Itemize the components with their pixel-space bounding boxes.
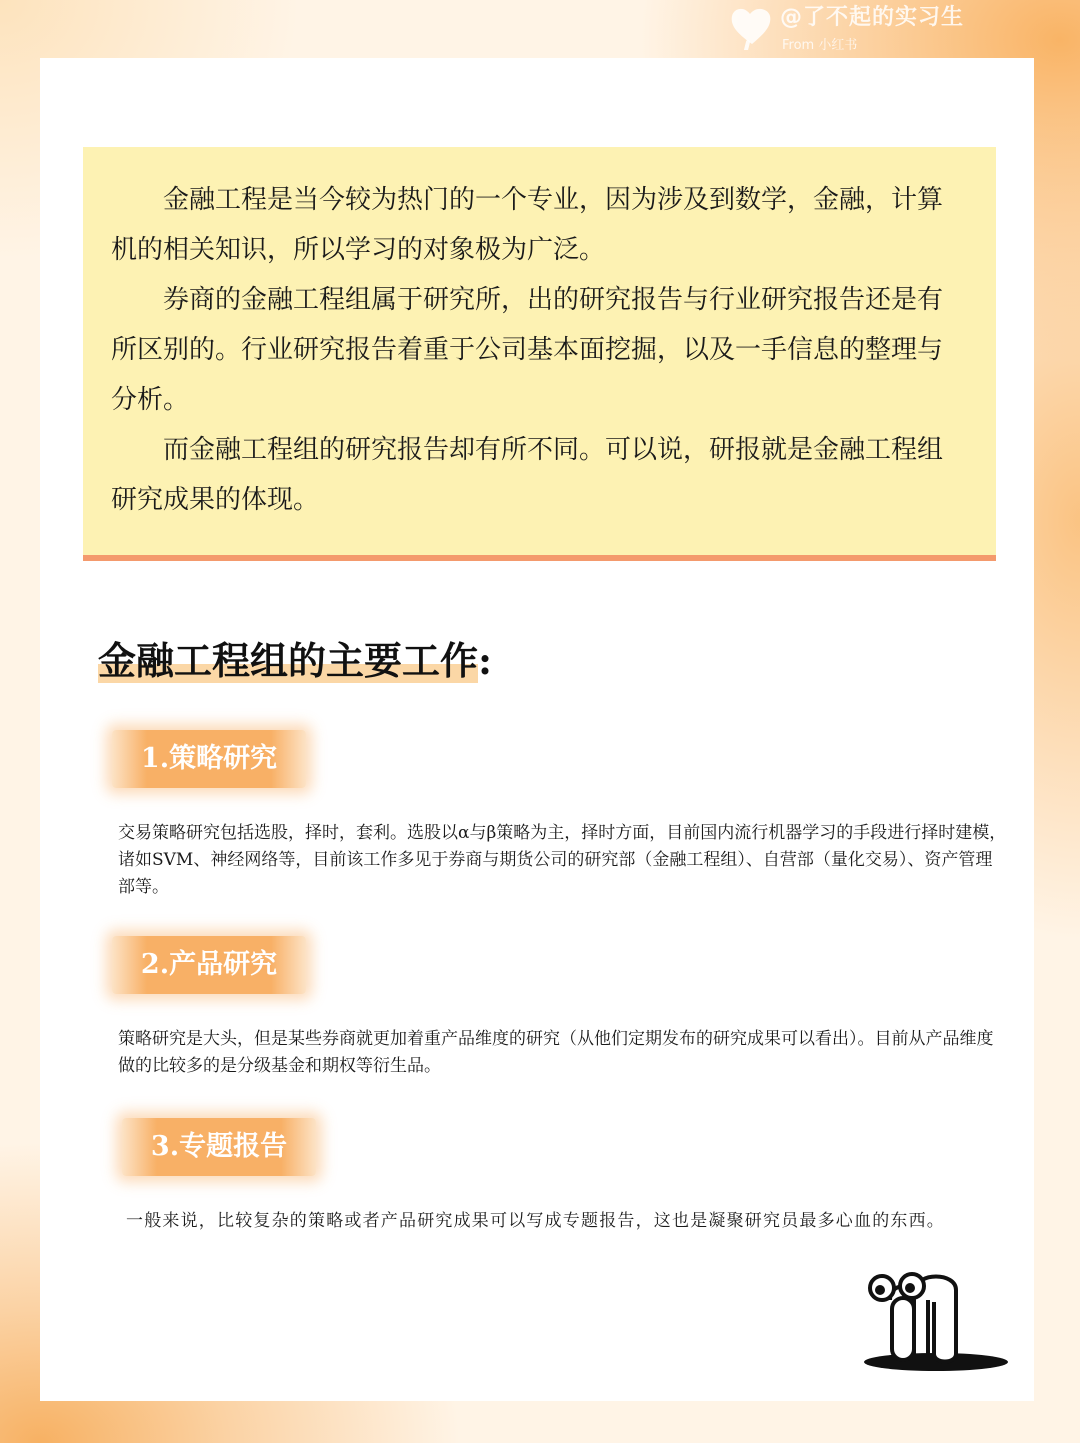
watermark-handle: @了不起的实习生	[780, 5, 965, 30]
heart-icon	[728, 2, 776, 50]
intro-paragraph: 而金融工程组的研究报告却有所不同。可以说，研报就是金融工程组研究成果的体现。	[111, 435, 944, 515]
watermark	[728, 0, 1048, 56]
watermark-source: From 小红书	[782, 38, 858, 53]
content-card	[40, 58, 1034, 1401]
intro-paragraph: 券商的金融工程组属于研究所，出的研究报告与行业研究报告还是有所区别的。行业研究报告着重于公司基本面挖掘，以及一手信息的整理与分析。	[111, 285, 944, 415]
worm-mascot-icon	[858, 1268, 1008, 1378]
section-body-strategy: 交易策略研究包括选股，择时，套利。选股以α与β策略为主，择时方面，目前国内流行机器学习的手段进行择时建模，诸如SVM、神经网络等，目前该工作多见于券商与期货公司的研究部（金融工程组）、自营部（量化交易）、资产管理部等。	[118, 823, 1007, 897]
section-title-text: 金融工程组的主要工作	[98, 638, 479, 683]
section-body-product: 策略研究是大头，但是某些券商就更加着重产品维度的研究（从他们定期发布的研究成果可以看出）。目前从产品维度做的比较多的是分级基金和期权等衍生品。	[118, 1029, 994, 1076]
intro-paragraph: 金融工程是当今较为热门的一个专业，因为涉及到数学，金融，计算机的相关知识，所以学习的对象极为广泛。	[111, 185, 944, 265]
section-tag-product: 2.产品研究	[112, 936, 306, 994]
section-title	[98, 630, 492, 685]
section-title-colon: :	[478, 638, 493, 683]
section-tag-strategy: 1.策略研究	[112, 730, 306, 788]
section-tag-report: 3.专题报告	[122, 1118, 316, 1176]
section-body-report: 一般来说，比较复杂的策略或者产品研究成果可以写成专题报告，这也是凝聚研究员最多心血的东西。	[126, 1211, 945, 1231]
intro-box	[83, 147, 996, 561]
